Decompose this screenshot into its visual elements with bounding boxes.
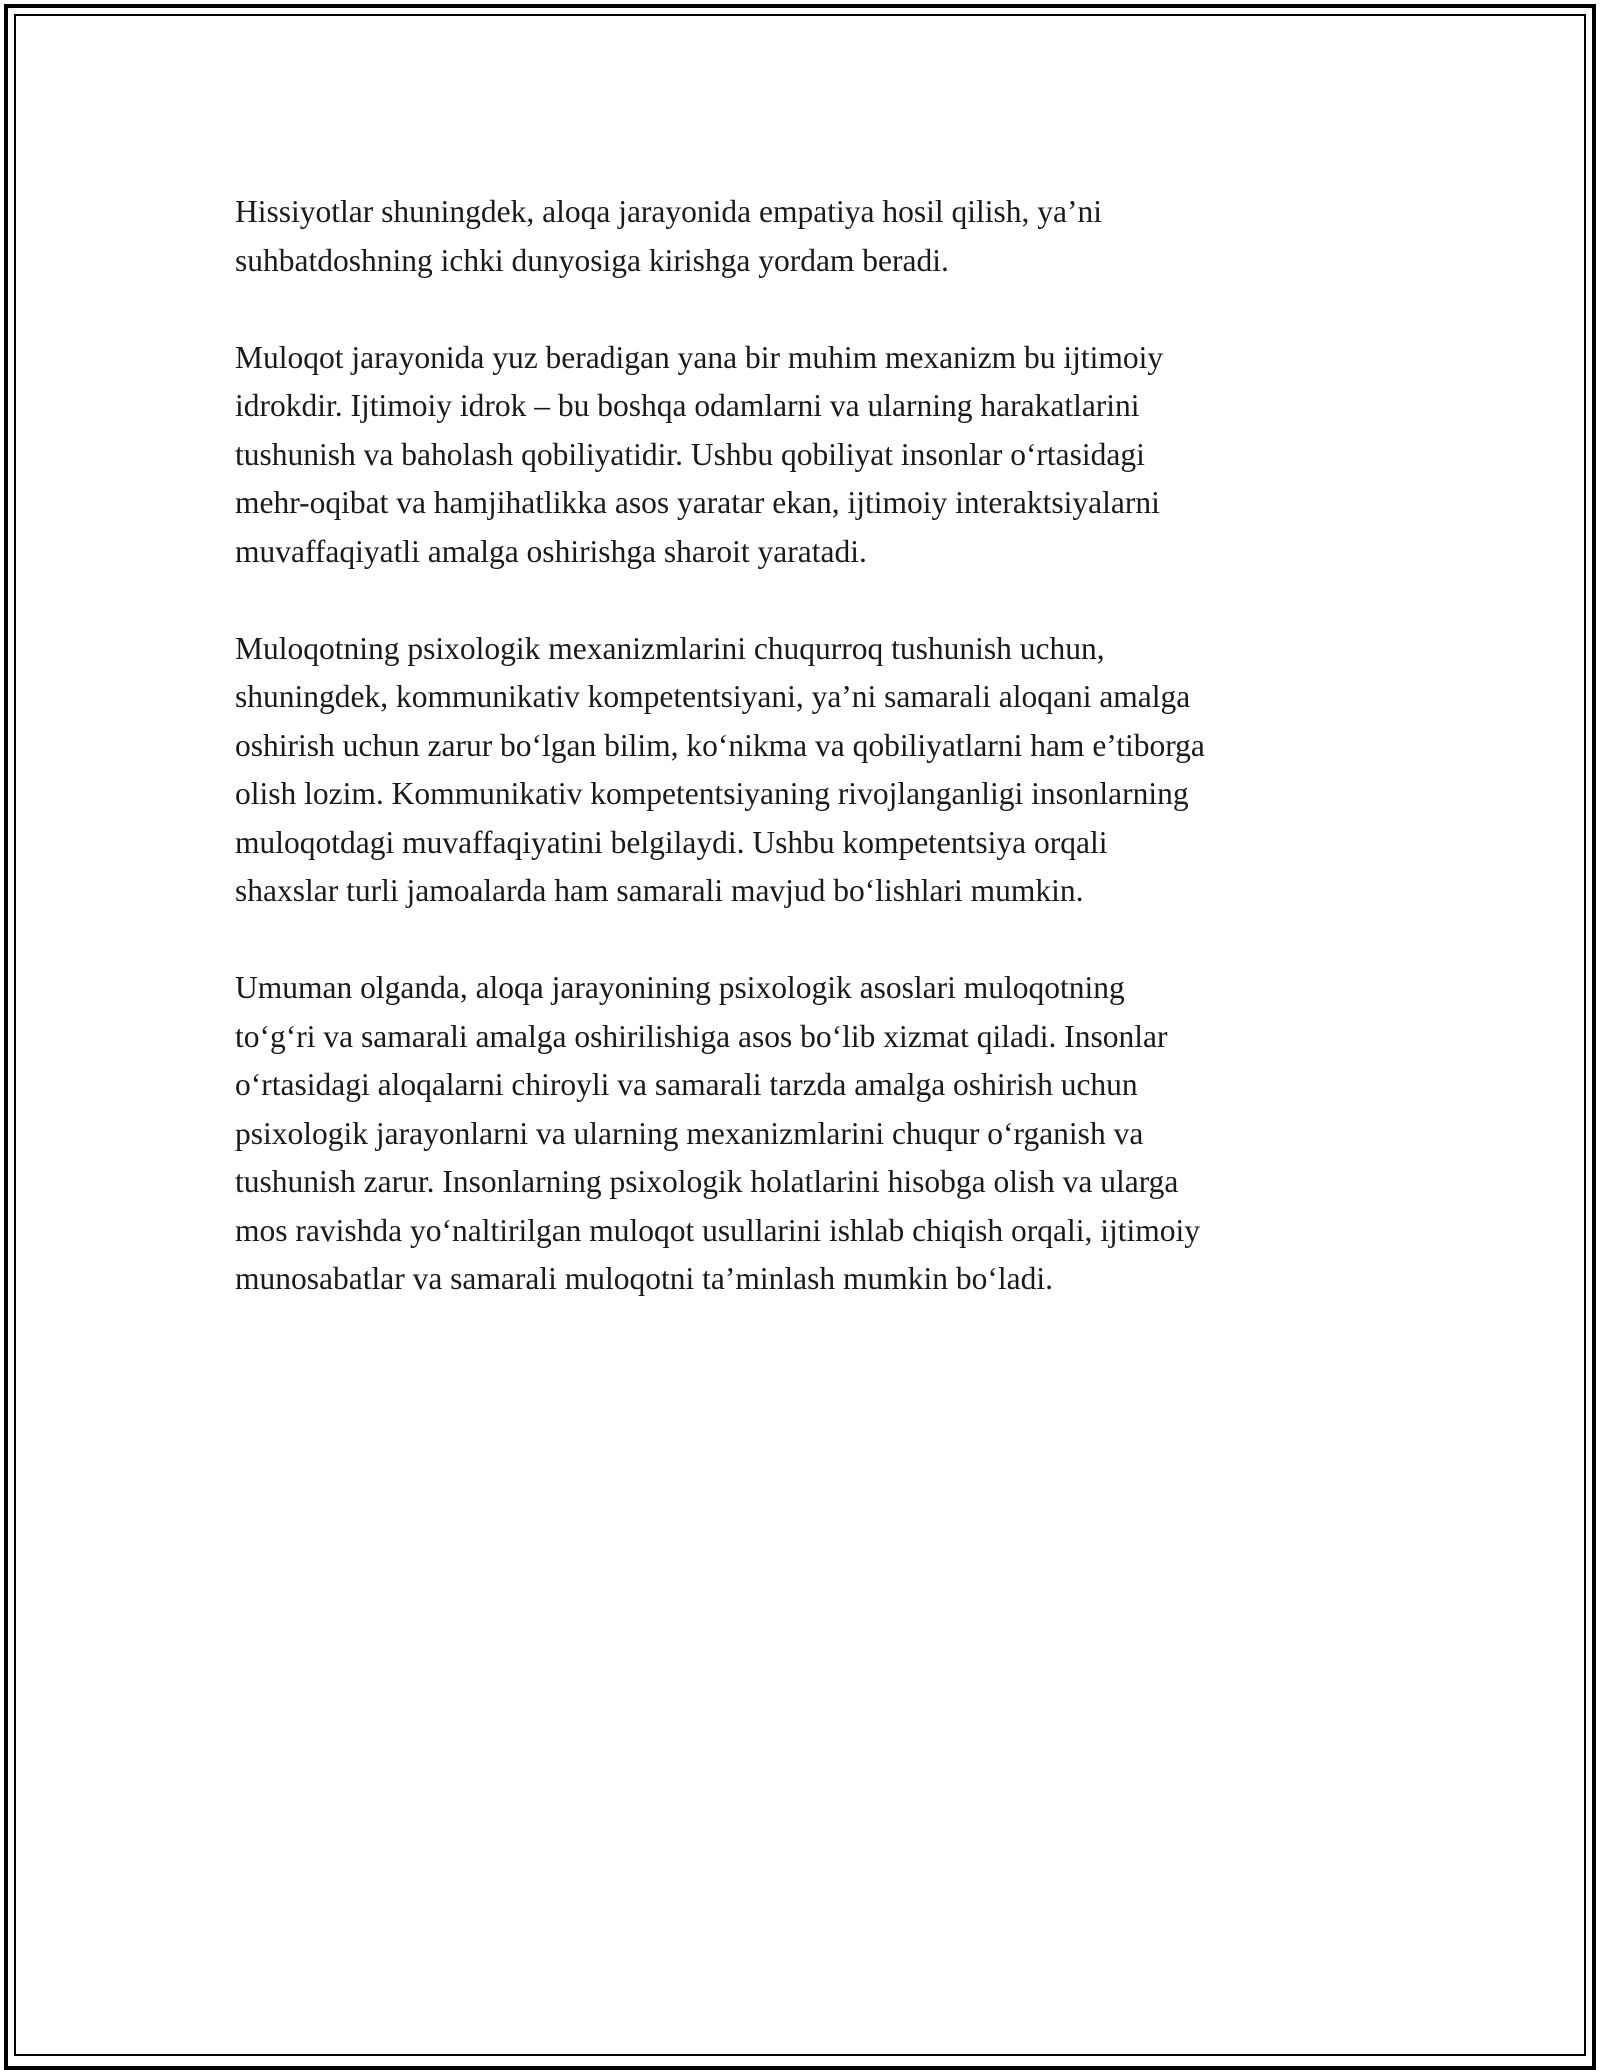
paragraph-3 xyxy=(235,625,1385,916)
paragraph-line: munosabatlar va samarali muloqotni ta’minlash mumkin bo‘ladi. xyxy=(235,1261,1053,1296)
paragraph-line: oshirish uchun zarur bo‘lgan bilim, ko‘nikma va qobiliyatlarni ham e’tiborga xyxy=(235,727,1205,763)
paragraph-line: shuningdek, kommunikativ kompetentsiyani, ya’ni samarali aloqani amalga xyxy=(235,679,1191,714)
paragraph-1 xyxy=(235,188,1385,285)
paragraph-line: mehr-oqibat va hamjihatlikka asos yaratar ekan, ijtimoiy interaktsiyalarni xyxy=(235,485,1160,520)
paragraph-line: tushunish zarur. Insonlarning psixologik holatlarini hisobga olish va ularga xyxy=(235,1164,1179,1199)
paragraph-2 xyxy=(235,334,1385,577)
paragraph-line: Hissiyotlar shuningdek, aloqa jarayonida empatiya hosil qilish, ya’ni xyxy=(235,194,1102,229)
paragraph-line: olish lozim. Kommunikativ kompetentsiyaning rivojlanganligi insonlarning xyxy=(235,776,1189,811)
paragraph-line: shaxslar turli jamoalarda ham samarali mavjud bo‘lishlari mumkin. xyxy=(235,873,1084,908)
paragraph-line: muvaffaqiyatli amalga oshirishga sharoit yaratadi. xyxy=(235,533,867,569)
paragraph-line: Muloqot jarayonida yuz beradigan yana bir muhim mexanizm bu ijtimoiy xyxy=(235,339,1164,375)
paragraph-line: suhbatdoshning ichki dunyosiga kirishga yordam beradi. xyxy=(235,242,949,278)
paragraph-line: mos ravishda yo‘naltirilgan muloqot usullarini ishlab chiqish orqali, ijtimoiy xyxy=(235,1212,1201,1248)
paragraph-line: to‘g‘ri va samarali amalga oshirilishiga asos bo‘lib xizmat qiladi. Insonlar xyxy=(235,1018,1168,1054)
paragraph-line: Muloqotning psixologik mexanizmlarini chuqurroq tushunish uchun, xyxy=(235,630,1105,666)
paragraph-line: muloqotdagi muvaffaqiyatini belgilaydi. Ushbu kompetentsiya orqali xyxy=(235,824,1108,860)
paragraph-line: tushunish va baholash qobiliyatidir. Ushbu qobiliyat insonlar o‘rtasidagi xyxy=(235,436,1145,472)
paragraph-line: idrokdir. Ijtimoiy idrok – bu boshqa odamlarni va ularning harakatlarini xyxy=(235,388,1140,423)
paragraph-line: Umuman olganda, aloqa jarayonining psixologik asoslari muloqotning xyxy=(235,970,1125,1005)
paragraph-line: o‘rtasidagi aloqalarni chiroyli va samarali tarzda amalga oshirish uchun xyxy=(235,1067,1138,1102)
paragraph-line: psixologik jarayonlarni va ularning mexanizmlarini chuqur o‘rganish va xyxy=(235,1115,1144,1151)
paragraph-4 xyxy=(235,964,1385,1304)
document-body xyxy=(235,188,1385,1352)
